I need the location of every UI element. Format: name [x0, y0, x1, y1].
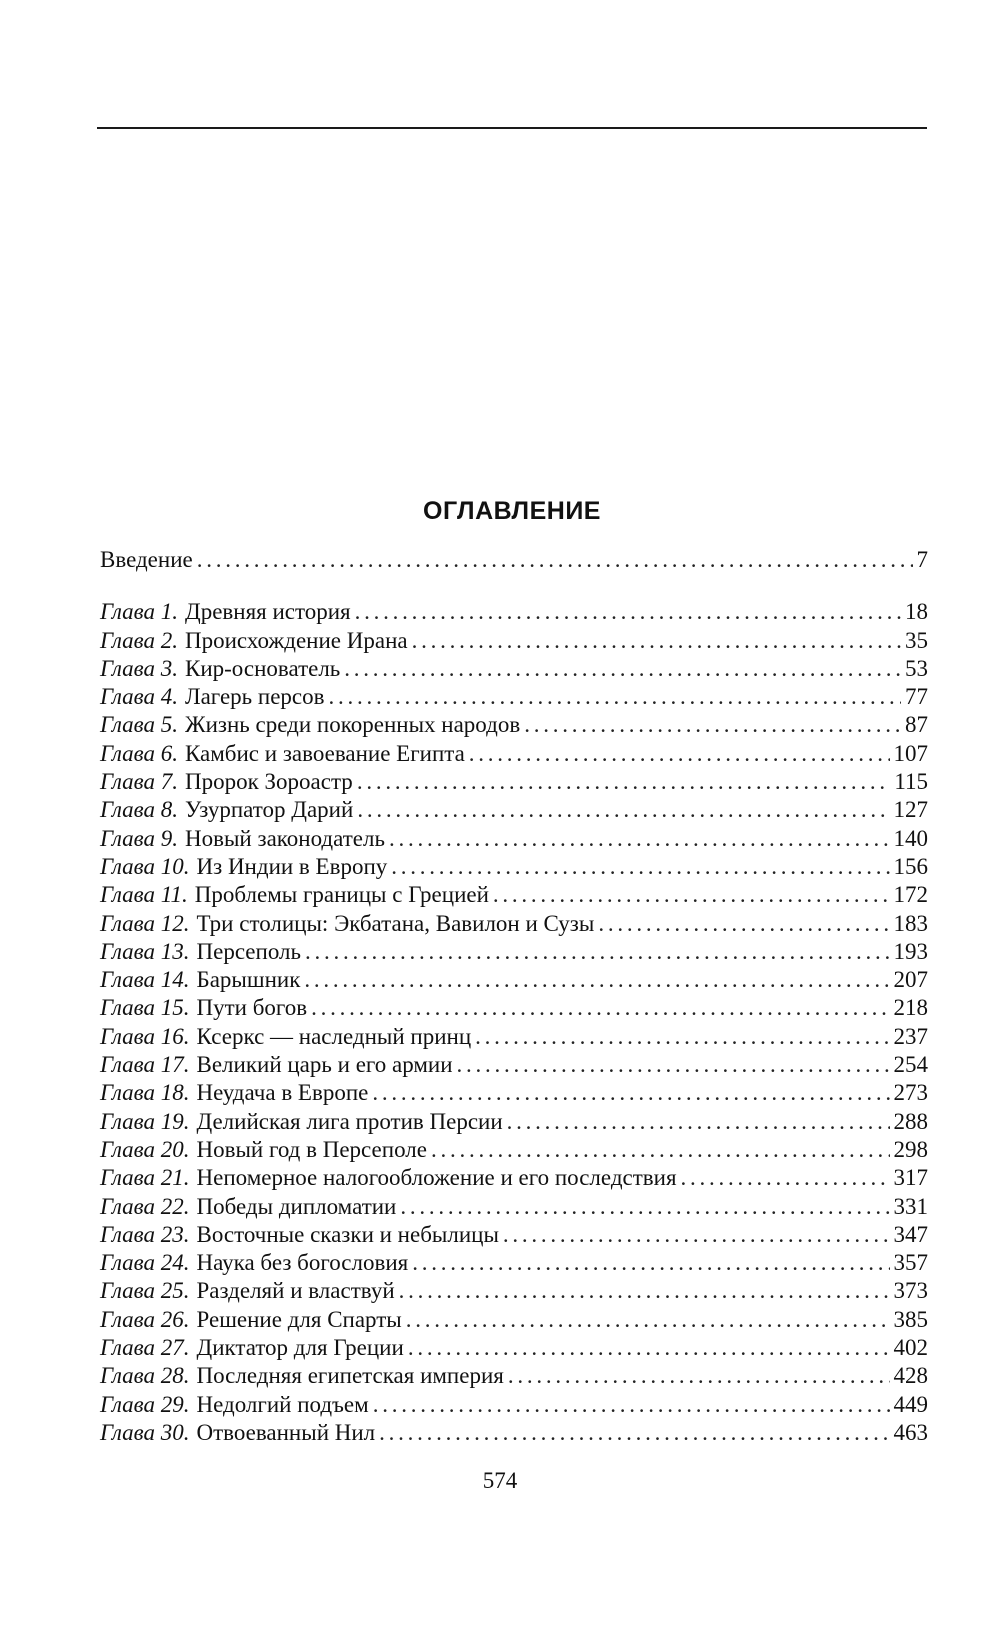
- toc-entry-chapter-27: [100, 1334, 928, 1362]
- chapter-label: Глава 23.: [100, 1221, 190, 1247]
- chapter-label: Глава 8.: [100, 797, 178, 823]
- toc-entry-chapter-23: [100, 1221, 928, 1249]
- chapter-label: Глава 27.: [100, 1335, 190, 1361]
- chapter-label: Глава 4.: [100, 684, 178, 710]
- chapter-label: Глава 11.: [100, 882, 188, 908]
- toc-entry-page: 288: [893, 1108, 928, 1134]
- dot-leader: [493, 881, 890, 909]
- toc-entry-chapter-29: [100, 1391, 928, 1419]
- chapter-label: Глава 14.: [100, 967, 190, 993]
- toc-entry-page: 7: [916, 547, 928, 572]
- page-number: 574: [482, 1468, 518, 1493]
- toc-entry-page: 77: [905, 684, 928, 710]
- dot-leader: [399, 1277, 890, 1305]
- chapter-label: Глава 1.: [100, 599, 178, 625]
- toc-entry-title: Древняя история: [185, 599, 351, 625]
- toc-entry-title: Пророк Зороастр: [185, 769, 353, 795]
- toc-entry-page: 156: [893, 853, 928, 879]
- toc-entry-page: 107: [893, 740, 928, 766]
- chapter-label: Глава 16.: [100, 1023, 190, 1049]
- dot-leader: [357, 768, 891, 796]
- toc-entry-chapter-14: [100, 966, 928, 994]
- dot-leader: [524, 711, 901, 739]
- toc-entry-page: 127: [893, 797, 928, 823]
- dot-leader: [681, 1164, 890, 1192]
- toc-entry-chapter-13: [100, 938, 928, 966]
- toc-entry-page: 463: [893, 1419, 928, 1445]
- toc-entry-chapter-18: [100, 1079, 928, 1107]
- chapter-label: Глава 9.: [100, 825, 178, 851]
- dot-leader: [389, 825, 890, 853]
- toc-entry-page: 298: [893, 1136, 928, 1162]
- toc-entry-chapter-8: [100, 796, 928, 824]
- toc-entry-title: Недолгий подъем: [196, 1391, 369, 1417]
- toc-entry-title: Происхождение Ирана: [185, 627, 408, 653]
- dot-leader: [503, 1221, 890, 1249]
- toc-entry-page: 218: [893, 995, 928, 1021]
- chapter-label: Глава 15.: [100, 995, 190, 1021]
- toc-entry-page: 115: [894, 769, 928, 795]
- dot-leader: [469, 740, 890, 768]
- dot-leader: [344, 655, 901, 683]
- dot-leader: [391, 853, 889, 881]
- toc-entry-title: Кир-основатель: [185, 655, 341, 681]
- toc-entry-chapter-19: [100, 1108, 928, 1136]
- chapter-label: Глава 2.: [100, 627, 178, 653]
- toc-entry-page: 207: [893, 967, 928, 993]
- toc-entry-chapter-1: [100, 598, 928, 626]
- toc-entry-chapter-25: [100, 1277, 928, 1305]
- toc-entry-title: Лагерь персов: [185, 684, 325, 710]
- dot-leader: [379, 1419, 889, 1447]
- toc-entry-title: Три столицы: Экбатана, Вавилон и Сузы: [196, 910, 595, 936]
- chapter-label: Глава 5.: [100, 712, 178, 738]
- dot-leader: [598, 910, 889, 938]
- chapter-label: Глава 26.: [100, 1306, 190, 1332]
- toc-entry-page: 273: [893, 1080, 928, 1106]
- toc-entry-title: Узурпатор Дарий: [185, 797, 354, 823]
- toc-entry-title: Пути богов: [196, 995, 308, 1021]
- chapter-label: Глава 22.: [100, 1193, 190, 1219]
- toc-entry-page: 402: [893, 1335, 928, 1361]
- chapter-label: Глава 10.: [100, 853, 190, 879]
- dot-leader: [328, 683, 901, 711]
- toc-entry-chapter-9: [100, 825, 928, 853]
- toc-entry-title: Новый законодатель: [185, 825, 385, 851]
- toc-entry-page: 183: [893, 910, 928, 936]
- chapter-label: Глава 28.: [100, 1363, 190, 1389]
- toc-entry-chapter-15: [100, 994, 928, 1022]
- dot-leader: [304, 966, 889, 994]
- chapter-label: Глава 29.: [100, 1391, 190, 1417]
- chapter-label: Глава 24.: [100, 1250, 190, 1276]
- chapter-label: Глава 19.: [100, 1108, 190, 1134]
- toc-entry-page: 373: [893, 1278, 928, 1304]
- header-rule: [97, 127, 927, 129]
- dot-leader: [508, 1362, 890, 1390]
- toc-entry-title: Победы дипломатии: [196, 1193, 397, 1219]
- toc-entry-title: Отвоеванный Нил: [196, 1419, 376, 1445]
- toc-entry-chapter-12: [100, 910, 928, 938]
- toc-entry-title: Разделяй и властвуй: [196, 1278, 395, 1304]
- toc-entry-title: Проблемы границы с Грецией: [194, 882, 489, 908]
- toc-entry-title: Делийская лига против Персии: [196, 1108, 503, 1134]
- chapter-label: Глава 20.: [100, 1136, 190, 1162]
- chapter-label: Глава 12.: [100, 910, 190, 936]
- toc-entry-chapter-24: [100, 1249, 928, 1277]
- toc-entry-title: Новый год в Персеполе: [196, 1136, 427, 1162]
- toc-entry-title: Персеполь: [196, 938, 301, 964]
- toc-entry-chapter-11: [100, 881, 928, 909]
- chapter-label: Глава 18.: [100, 1080, 190, 1106]
- toc-entry-chapter-7: [100, 768, 928, 796]
- dot-leader: [197, 546, 913, 574]
- toc-entry-page: 331: [893, 1193, 928, 1219]
- toc-entry-chapter-28: [100, 1362, 928, 1390]
- toc-title: ОГЛАВЛЕНИЕ: [423, 497, 601, 525]
- toc-entry-title: Решение для Спарты: [196, 1306, 402, 1332]
- toc-entry-page: 449: [893, 1391, 928, 1417]
- toc-entry-chapter-20: [100, 1136, 928, 1164]
- toc-entry-page: 87: [905, 712, 928, 738]
- toc-entry-page: 347: [893, 1221, 928, 1247]
- dot-leader: [357, 796, 889, 824]
- chapter-label: Глава 3.: [100, 655, 178, 681]
- table-of-contents: [100, 546, 928, 1447]
- toc-entry-title: Последняя египетская империя: [196, 1363, 504, 1389]
- toc-entry-title: Восточные сказки и небылицы: [196, 1221, 499, 1247]
- toc-entry-chapter-3: [100, 655, 928, 683]
- toc-entry-page: 18: [905, 599, 928, 625]
- dot-leader: [412, 1249, 889, 1277]
- toc-entry-title: Диктатор для Греции: [196, 1335, 404, 1361]
- toc-entry-title: Ксеркс — наследный принц: [196, 1023, 472, 1049]
- toc-entry-chapter-16: [100, 1023, 928, 1051]
- chapter-label: Глава 21.: [100, 1165, 190, 1191]
- toc-entry-page: 35: [905, 627, 928, 653]
- toc-entry-page: 53: [905, 655, 928, 681]
- toc-entry-chapter-21: [100, 1164, 928, 1192]
- toc-entry-chapter-26: [100, 1306, 928, 1334]
- toc-entry-title: Неудача в Европе: [196, 1080, 369, 1106]
- toc-entry-chapter-22: [100, 1193, 928, 1221]
- toc-entry-chapter-6: [100, 740, 928, 768]
- toc-entry-title: Жизнь среди покоренных народов: [185, 712, 521, 738]
- chapter-label: Глава 13.: [100, 938, 190, 964]
- dot-leader: [400, 1193, 889, 1221]
- dot-leader: [457, 1051, 890, 1079]
- toc-entry-chapter-5: [100, 711, 928, 739]
- toc-entry-chapter-2: [100, 627, 928, 655]
- toc-entry-title: Великий царь и его армии: [196, 1052, 453, 1078]
- dot-leader: [507, 1108, 890, 1136]
- chapter-label: Глава 30.: [100, 1419, 190, 1445]
- toc-entry-page: 193: [893, 938, 928, 964]
- chapter-label: Глава 25.: [100, 1278, 190, 1304]
- toc-entry-chapter-4: [100, 683, 928, 711]
- toc-entry-chapter-17: [100, 1051, 928, 1079]
- toc-entry-title: Барышник: [196, 967, 301, 993]
- toc-entry-page: 140: [893, 825, 928, 851]
- toc-entry-title: Из Индии в Европу: [196, 853, 388, 879]
- dot-leader: [355, 598, 901, 626]
- chapter-label: Глава 17.: [100, 1052, 190, 1078]
- dot-leader: [372, 1079, 889, 1107]
- toc-entry-title: Наука без богословия: [196, 1250, 409, 1276]
- toc-entry-page: 357: [893, 1250, 928, 1276]
- toc-entry-title: Непомерное налогообложение и его последствия: [196, 1165, 677, 1191]
- toc-entry-page: 385: [893, 1306, 928, 1332]
- dot-leader: [406, 1306, 890, 1334]
- chapter-label: Глава 7.: [100, 769, 178, 795]
- toc-entry-chapter-30: [100, 1419, 928, 1447]
- toc-entry-page: 237: [893, 1023, 928, 1049]
- dot-leader: [311, 994, 889, 1022]
- chapter-label: Глава 6.: [100, 740, 178, 766]
- toc-entry-title: Введение: [100, 547, 193, 572]
- dot-leader: [412, 627, 901, 655]
- dot-leader: [305, 938, 890, 966]
- toc-entry-chapter-10: [100, 853, 928, 881]
- toc-entry-page: 317: [893, 1165, 928, 1191]
- dot-leader: [408, 1334, 890, 1362]
- toc-entry-title: Камбис и завоевание Египта: [185, 740, 465, 766]
- dot-leader: [373, 1391, 890, 1419]
- toc-entry-page: 428: [893, 1363, 928, 1389]
- toc-entry-intro: [100, 546, 928, 574]
- dot-leader: [475, 1023, 889, 1051]
- toc-entry-page: 172: [893, 882, 928, 908]
- dot-leader: [431, 1136, 890, 1164]
- toc-entry-page: 254: [893, 1052, 928, 1078]
